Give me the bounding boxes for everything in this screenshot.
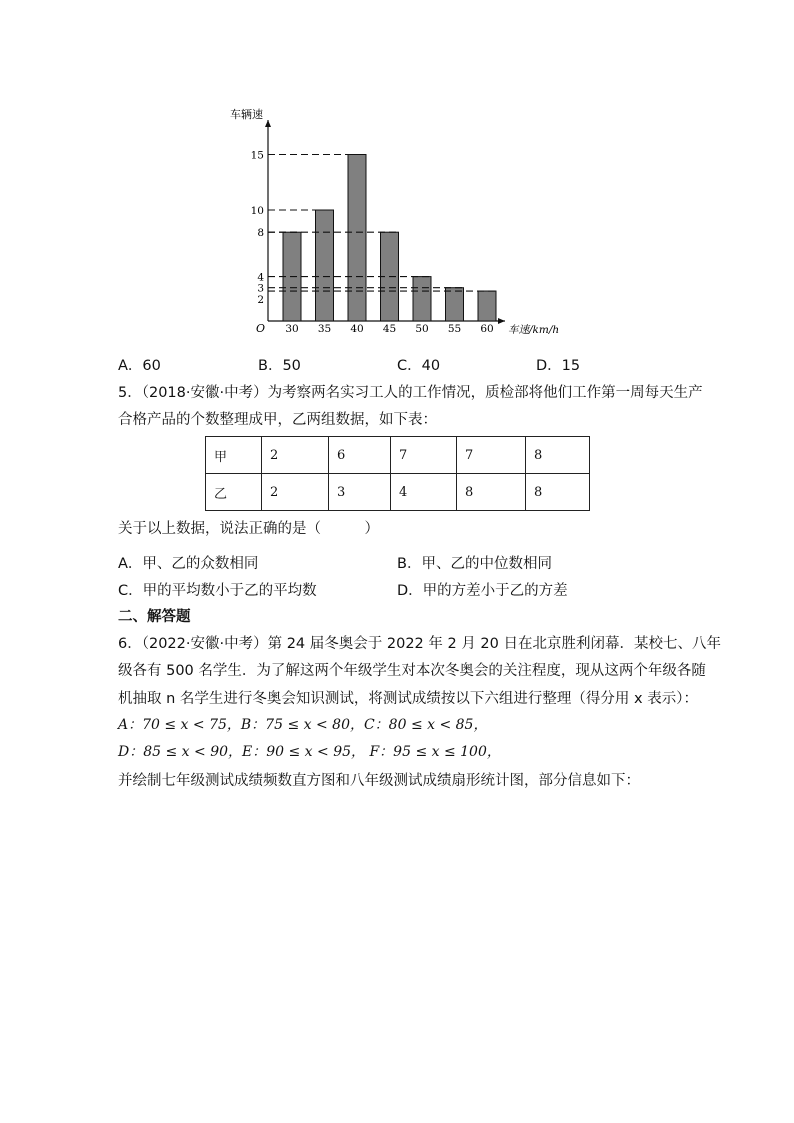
- q5-data-table: [205, 436, 590, 511]
- table-cell: 8: [526, 437, 590, 474]
- bar: [316, 210, 334, 321]
- x-tick-label: 55: [447, 323, 462, 335]
- y-axis-label: 车辆速: [230, 108, 263, 121]
- q4-option-d: D．15: [536, 358, 581, 374]
- y-tick-label: 2: [257, 293, 264, 306]
- y-axis-arrow: [265, 120, 271, 127]
- y-tick-label: 3: [257, 282, 264, 295]
- x-axis-label: 车速/km/h: [508, 324, 560, 336]
- bar: [478, 291, 496, 321]
- x-tick-label: 40: [350, 323, 364, 335]
- table-cell: 3: [329, 474, 391, 511]
- y-tick-label: 10: [250, 205, 264, 217]
- table-row: [206, 437, 590, 474]
- bar: [348, 155, 366, 322]
- q5-text-line2: 合格产品的个数整理成甲，乙两组数据，如下表：: [118, 412, 437, 428]
- q6-groups-line1: A：70 ≤ x < 75，B：75 ≤ x < 80，C：80 ≤ x < 85，: [118, 717, 488, 733]
- table-cell: 6: [329, 437, 391, 474]
- x-tick-label: 35: [317, 323, 332, 335]
- q6-text-line1: 6．（2022·安徽·中考）第 24 届冬奥会于 2022 年 2 月 20 日在北京胜利闭幕．某校七、八年: [118, 636, 721, 652]
- q6-text-line2: 级各有 500 名学生．为了解这两个年级学生对本次冬奥会的关注程度，现从这两个年级各随: [118, 663, 706, 679]
- table-row: [206, 474, 590, 511]
- q4-option-c: C．40: [397, 358, 441, 374]
- bar: [446, 288, 464, 321]
- q6-text-line3: 机抽取 n 名学生进行冬奥会知识测试，将测试成绩按以下六组进行整理（得分用 x 表示）：: [118, 691, 698, 707]
- table-cell: 乙: [206, 474, 262, 511]
- q5-option-b: B．甲、乙的中位数相同: [397, 556, 552, 572]
- y-tick-label: 15: [250, 149, 264, 162]
- table-cell: 8: [457, 474, 526, 511]
- x-tick-label: 45: [382, 323, 397, 335]
- bar: [413, 277, 431, 321]
- table-cell: 2: [262, 437, 329, 474]
- x-axis-arrow: [498, 318, 505, 324]
- y-tick-label: 8: [257, 227, 264, 240]
- table-cell: 甲: [206, 437, 262, 474]
- q5-option-d: D．甲的方差小于乙的方差: [397, 583, 568, 599]
- x-tick-label: 60: [480, 323, 494, 335]
- q6-groups-line2: D：85 ≤ x < 90，E：90 ≤ x < 95， F：95 ≤ x ≤ 100，: [118, 744, 501, 760]
- q5-question: 关于以上数据，说法正确的是（ ）: [118, 521, 379, 537]
- table-cell: 2: [262, 474, 329, 511]
- speed-histogram: [0, 0, 794, 360]
- q4-option-a: A．60: [118, 358, 161, 374]
- table-cell: 8: [526, 474, 590, 511]
- x-tick-label: 50: [415, 323, 429, 335]
- q5-option-c: C．甲的平均数小于乙的平均数: [118, 583, 317, 599]
- y-tick-label: 4: [257, 271, 264, 284]
- section-title: 二、解答题: [118, 609, 191, 625]
- origin-label: O: [256, 322, 266, 335]
- q5-text-line1: 5．（2018·安徽·中考）为考察两名实习工人的工作情况，质检部将他们工作第一周每天生产: [118, 385, 703, 401]
- table-cell: 4: [391, 474, 457, 511]
- table-cell: 7: [391, 437, 457, 474]
- q5-option-a: A．甲、乙的众数相同: [118, 556, 259, 572]
- table-cell: 7: [457, 437, 526, 474]
- q6-text-line6: 并绘制七年级测试成绩频数直方图和八年级测试成绩扇形统计图，部分信息如下：: [118, 773, 640, 789]
- q4-option-b: B．50: [258, 358, 301, 374]
- x-tick-label: 30: [285, 323, 299, 335]
